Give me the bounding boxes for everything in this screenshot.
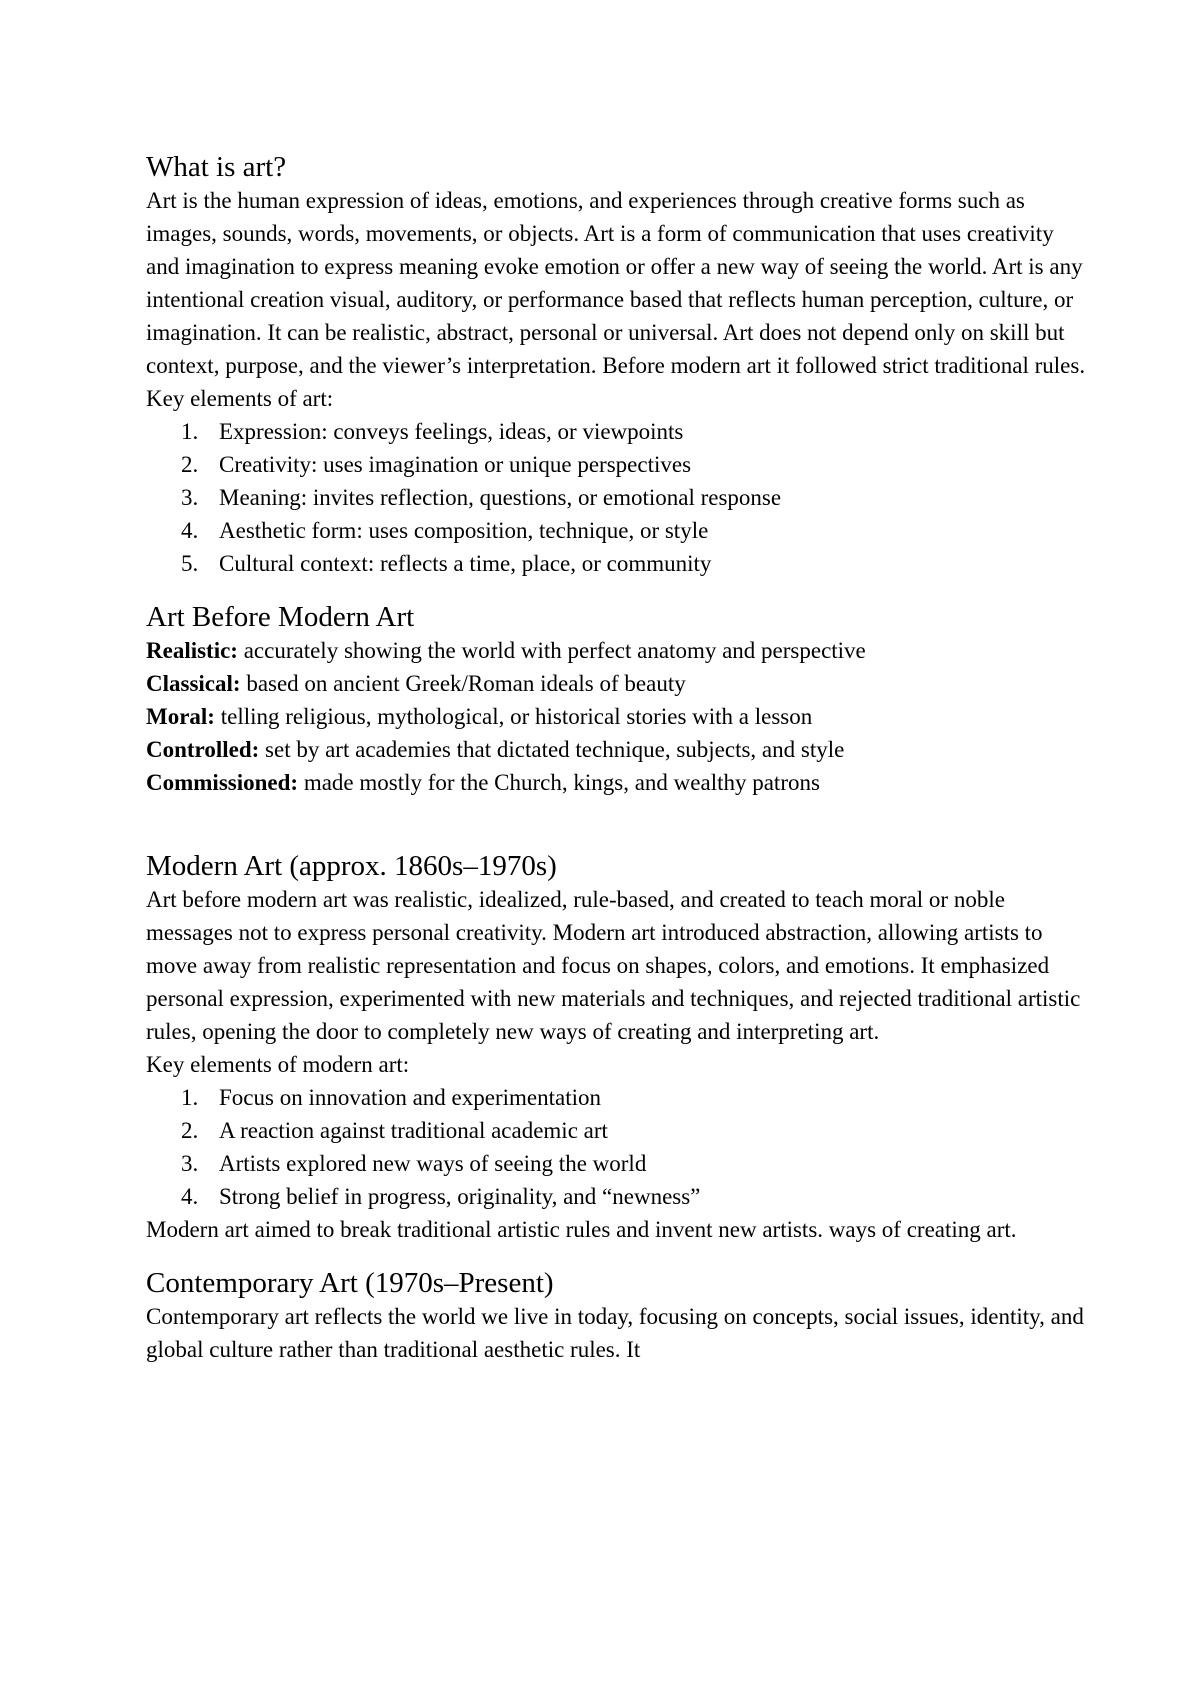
list-item-number: 3.: [181, 1151, 199, 1176]
list-item-text: Artists explored new ways of seeing the world: [219, 1151, 647, 1176]
section-what-is-art: [146, 150, 1086, 580]
list-item: [146, 514, 1086, 547]
section-art-before-modern: [146, 600, 1086, 799]
list-item-number: 4.: [181, 1184, 199, 1209]
list-item-text: Aesthetic form: uses composition, technique, or style: [219, 518, 709, 543]
list-item-number: 5.: [181, 551, 199, 576]
list-item-text: Strong belief in progress, originality, and “newness”: [219, 1184, 701, 1209]
list-item: [146, 547, 1086, 580]
term-label: Controlled:: [146, 737, 260, 762]
list-intro-modern-key-elements: Key elements of modern art:: [146, 1052, 410, 1077]
modern-key-elements-list: [146, 1081, 1086, 1213]
heading-art-before-modern: Art Before Modern Art: [146, 601, 415, 633]
paragraph-contemporary-art: Contemporary art reflects the world we live in today, focusing on concepts, social issues, identity, and global culture rather than traditional aesthetic rules. It: [146, 1304, 1084, 1362]
list-item: [146, 415, 1086, 448]
term-description: accurately showing the world with perfect anatomy and perspective: [237, 638, 866, 663]
list-item-number: 1.: [181, 419, 199, 444]
term-description: telling religious, mythological, or historical stories with a lesson: [214, 704, 813, 729]
list-item-number: 2.: [181, 452, 199, 477]
list-item-text: Cultural context: reflects a time, place, or community: [219, 551, 712, 576]
list-item: [146, 1147, 1086, 1180]
term-line-realistic: [146, 634, 1086, 667]
term-line-controlled: [146, 733, 1086, 766]
term-label: Classical:: [146, 671, 241, 696]
paragraph-modern-art: Art before modern art was realistic, idealized, rule-based, and created to teach moral or noble messages not to express personal creativity. Modern art introduced abstraction, allowing artists to move away from realistic representation and focus on shapes, colors, and emotions. It emphasized personal expression, experimented with new materials and techniques, and rejected traditional artistic rules, opening the door to completely new ways of creating and interpreting art.: [146, 887, 1081, 1044]
term-line-classical: [146, 667, 1086, 700]
term-line-commissioned: [146, 766, 1086, 799]
list-item-text: A reaction against traditional academic art: [219, 1118, 608, 1143]
list-item-number: 2.: [181, 1118, 199, 1143]
list-item: [146, 481, 1086, 514]
paragraph-modern-closing: Modern art aimed to break traditional artistic rules and invent new artists. ways of creating art.: [146, 1217, 1017, 1242]
term-description: set by art academies that dictated technique, subjects, and style: [259, 737, 845, 762]
spacer: [146, 1246, 1086, 1266]
term-label: Moral:: [146, 704, 215, 729]
document-page: [146, 150, 1086, 1366]
list-item-number: 1.: [181, 1085, 199, 1110]
paragraph-what-is-art: Art is the human expression of ideas, emotions, and experiences through creative forms such as images, sounds, words, movements, or objects. Art is a form of communication that uses creativity and imagination to express meaning evoke emotion or offer a new way of seeing the world. Art is any intentional creation visual, auditory, or performance based that reflects human perception, culture, or imagination. It can be realistic, abstract, personal or universal. Art does not depend only on skill but context, purpose, and the viewer’s interpretation. Before modern art it followed strict traditional rules.: [146, 188, 1086, 378]
list-item: [146, 1081, 1086, 1114]
list-item-number: 4.: [181, 518, 199, 543]
term-label: Commissioned:: [146, 770, 299, 795]
heading-contemporary-art: Contemporary Art (1970s–Present): [146, 1267, 554, 1299]
spacer: [146, 580, 1086, 600]
term-description: made mostly for the Church, kings, and wealthy patrons: [298, 770, 820, 795]
section-contemporary-art: [146, 1266, 1086, 1366]
term-line-moral: [146, 700, 1086, 733]
term-label: Realistic:: [146, 638, 238, 663]
heading-modern-art: Modern Art (approx. 1860s–1970s): [146, 850, 557, 882]
spacer: [146, 799, 1086, 849]
list-item-text: Creativity: uses imagination or unique perspectives: [219, 452, 692, 477]
list-intro-key-elements: Key elements of art:: [146, 386, 334, 411]
section-modern-art: [146, 849, 1086, 1246]
term-description: based on ancient Greek/Roman ideals of beauty: [240, 671, 686, 696]
list-item: [146, 448, 1086, 481]
list-item-number: 3.: [181, 485, 199, 510]
key-elements-list: [146, 415, 1086, 580]
heading-what-is-art: What is art?: [146, 151, 287, 183]
list-item: [146, 1114, 1086, 1147]
list-item-text: Meaning: invites reflection, questions, or emotional response: [219, 485, 782, 510]
list-item-text: Focus on innovation and experimentation: [219, 1085, 601, 1110]
list-item-text: Expression: conveys feelings, ideas, or viewpoints: [219, 419, 684, 444]
list-item: [146, 1180, 1086, 1213]
